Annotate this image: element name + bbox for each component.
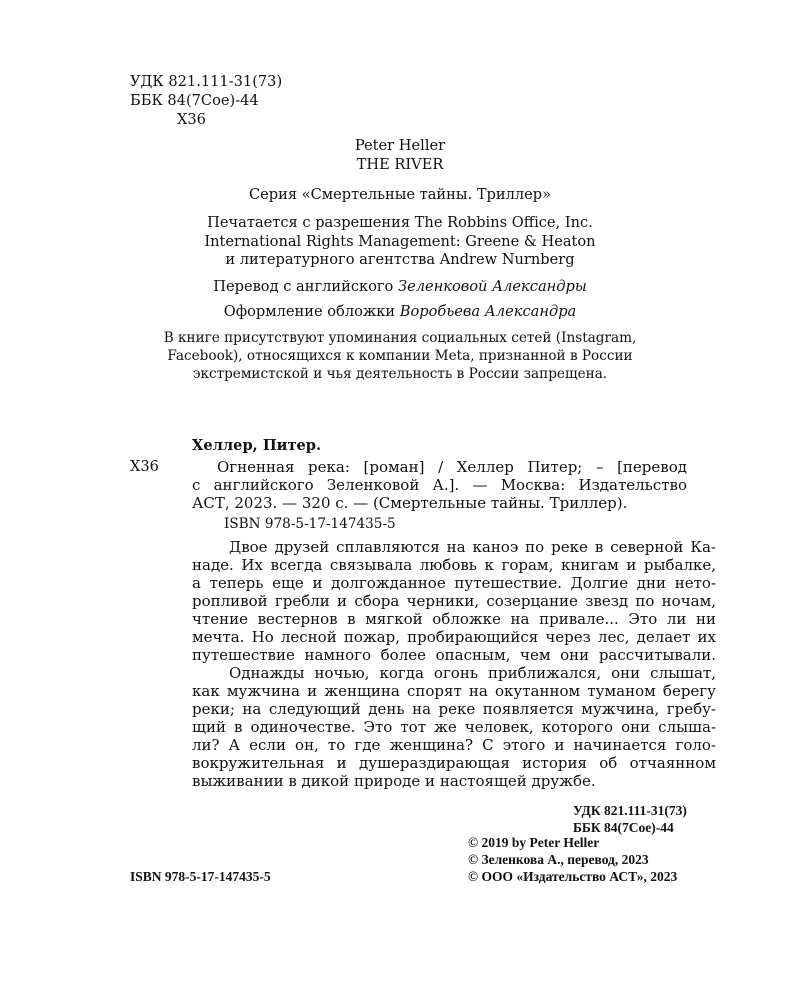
- annotation-line: ропливой гребли и сбора черники, созерцание звезд по ночам,: [192, 592, 716, 610]
- annotation-line: а теперь еще и долгожданное путешествие. Долгие дни нето-: [192, 574, 716, 592]
- bottom-isbn: ISBN 978-5-17-147435-5: [130, 869, 271, 884]
- copyright-line-3: © ООО «Издательство АСТ», 2023: [468, 869, 678, 884]
- catalog-desc-line-1: Огненная река: [роман] / Хеллер Питер; – [перевод: [217, 458, 687, 476]
- annotation-line: чтение вестернов в мягкой обложке на привале... Это ли ни: [192, 610, 716, 628]
- author-mark: Х36: [177, 111, 206, 128]
- annotation-line: Однажды ночью, когда огонь приближался, они слышат,: [229, 664, 716, 682]
- copyright-line-1: © 2019 by Peter Heller: [468, 835, 600, 850]
- notice-line-1: В книге присутствуют упоминания социальных сетей (Instagram,: [163, 330, 637, 346]
- catalog-desc-line-2: с английского Зеленковой А.]. — Москва: Издательство: [192, 476, 687, 494]
- translation-prefix: Перевод с английского: [213, 278, 398, 295]
- permission-line-2: International Rights Management: Greene & Heaton: [204, 233, 596, 250]
- annotation-line: Двое друзей сплавляются на каноэ по реке в северной Ка-: [229, 538, 716, 556]
- cover-design-credit: [0, 303, 800, 320]
- annotation-line: путешествие намного более опасным, чем они рассчитывали.: [192, 646, 716, 664]
- annotation-line: наде. Их всегда связывала любовь к горам, книгам и рыбалке,: [192, 556, 716, 574]
- catalog-mark: Х36: [130, 458, 159, 475]
- annotation-line: реки; на следующий день на реке появляется мужчина, гребу-: [192, 700, 716, 718]
- copyright-line-2: © Зеленкова А., перевод, 2023: [468, 852, 649, 867]
- udk-code: УДК 821.111-31(73): [130, 73, 283, 90]
- annotation-line: мечта. Но лесной пожар, пробирающийся через лес, делает их: [192, 628, 716, 646]
- catalog-desc-line-3: АСТ, 2023. — 320 с. — (Смертельные тайны. Триллер).: [192, 494, 628, 512]
- catalog-isbn: ISBN 978-5-17-147435-5: [224, 516, 396, 532]
- original-author: Peter Heller: [354, 137, 446, 154]
- notice-line-2: Facebook), относящихся к компании Meta, признанной в России: [167, 348, 633, 364]
- original-title: THE RIVER: [356, 156, 444, 173]
- catalog-heading: Хеллер, Питер.: [192, 437, 322, 454]
- translator-name: Зеленковой Александры: [397, 278, 587, 295]
- annotation-line: ли? А если он, то где женщина? С этого и начинается голо-: [192, 736, 716, 754]
- annotation-line: как мужчина и женщина спорят на окутанном туманом берегу: [192, 682, 716, 700]
- series-line: Серия «Смертельные тайны. Триллер»: [248, 186, 552, 203]
- cover-design-prefix: Оформление обложки: [223, 303, 400, 320]
- permission-line-1: Печатается с разрешения The Robbins Office, Inc.: [207, 214, 593, 231]
- annotation-line: выживании в дикой природе и настоящей дружбе.: [192, 772, 596, 790]
- annotation-line: вокружительная и душераздирающая история об отчаянном: [192, 754, 716, 772]
- footer-udk-code: УДК 821.111-31(73): [573, 803, 687, 818]
- cover-designer-name: Воробьева Александра: [399, 303, 577, 320]
- translation-credit: [0, 278, 800, 295]
- bbk-code: ББК 84(7Сое)-44: [130, 92, 259, 109]
- permission-line-3: и литературного агентства Andrew Nurnberg: [225, 251, 575, 268]
- footer-bbk-code: ББК 84(7Сое)-44: [573, 820, 674, 835]
- notice-line-3: экстремистской и чья деятельность в России запрещена.: [192, 366, 608, 382]
- annotation-line: щий в одиночестве. Это тот же человек, которого они слыша-: [192, 718, 716, 736]
